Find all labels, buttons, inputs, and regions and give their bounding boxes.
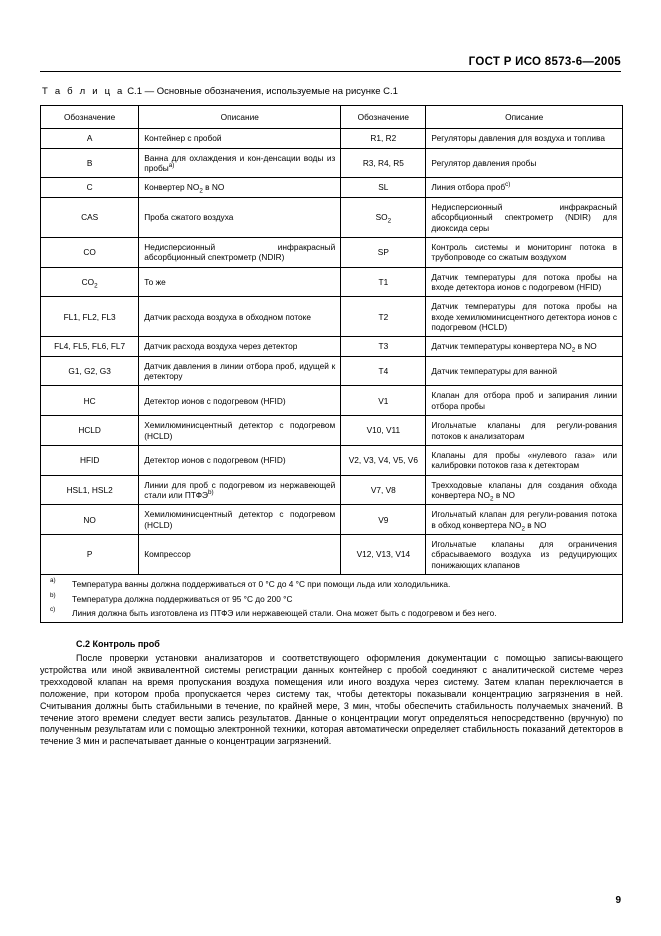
cell-description-2: Клапаны для пробы «нулевого газа» или калибровки потоков газа к детекторам [426,445,623,475]
cell-description-2: Клапан для отбора проб и запирания линии отбора пробы [426,386,623,416]
cell-code-2: SP [341,237,426,267]
table-row [41,148,623,178]
cell-code-2: R1, R2 [341,129,426,148]
table-note [46,579,617,589]
symbols-table [40,105,623,623]
cell-code-2: T1 [341,267,426,297]
cell-code-1: B [41,148,139,178]
table-notes-row [41,575,623,623]
section-title: С.2 Контроль проб [76,639,160,650]
cell-description-2: Регуляторы давления для воздуха и топлива [426,129,623,148]
note-mark: b) [50,591,56,599]
page-header [40,56,623,72]
standard-title: ГОСТ Р ИСО 8573-6—2005 [468,56,621,68]
cell-description-2: Игольчатые клапаны для ограничения сбрасываемого воздуха из редуцирующих понижающих клапанов [426,535,623,575]
cell-code-1: FL4, FL5, FL6, FL7 [41,337,139,356]
note-text: Температура должна поддерживаться от 95 °С до 200 °С [72,593,293,604]
note-text: Температура ванны должна поддерживаться от 0 °С до 4 °С при помощи льда или холодильника. [72,579,451,590]
cell-code-1: CAS [41,197,139,237]
cell-code-1: P [41,535,139,575]
cell-code-1: HFID [41,445,139,475]
cell-description-1: Линии для проб с подогревом из нержавеющей стали или ПТФЭ$^{b)}$ [139,475,341,505]
cell-description-2: Датчик температуры для потока пробы на входе детектора ионов с подогревом (HFID) [426,267,623,297]
cell-code-1: HSL1, HSL2 [41,475,139,505]
cell-code-1: G1, G2, G3 [41,356,139,386]
table-row [41,535,623,575]
cell-code-2: $SO_2$ [341,197,426,237]
cell-description-1: Компрессор [139,535,341,575]
table-row [41,297,623,337]
cell-code-2: V9 [341,505,426,535]
table-row [41,505,623,535]
cell-description-1: То же [139,267,341,297]
cell-description-1: Датчик давления в линии отбора проб, идущей к детектору [139,356,341,386]
column-header-desc-2: Описание [426,106,623,129]
table-row [41,337,623,356]
cell-description-2: Датчик температуры для ванной [426,356,623,386]
cell-description-2: Игольчатый клапан для регули-рования потока в обход конвертера $NO_2$ в NO [426,505,623,535]
table-row [41,129,623,148]
table-row [41,356,623,386]
cell-description-2: Контроль системы и мониторинг потока в трубопроводе со сжатым воздухом [426,237,623,267]
table-note [46,605,617,618]
cell-code-1: $CO_2$ [41,267,139,297]
table-row [41,237,623,267]
cell-description-2: Недисперсионный инфракрасный абсорбционный спектрометр (NDIR) для диоксида серы [426,197,623,237]
header-divider [40,71,621,72]
cell-code-1: CO [41,237,139,267]
cell-code-2: SL [341,178,426,197]
cell-code-2: V2, V3, V4, V5, V6 [341,445,426,475]
table-row [41,197,623,237]
note-text: Линия должна быть изготовлена из ПТФЭ или нержавеющей стали. Она может быть с подогревом и без него. [72,607,497,618]
table-row [41,386,623,416]
table-row [41,178,623,197]
cell-description-1: Проба сжатого воздуха [139,197,341,237]
cell-description-2: Игольчатые клапаны для регули-рования потоков к анализаторам [426,416,623,446]
cell-description-1: Детектор ионов с подогревом (HFID) [139,386,341,416]
column-header-desc-1: Описание [139,106,341,129]
table-notes [41,575,623,623]
column-header-code-1: Обозначение [41,106,139,129]
cell-code-2: V1 [341,386,426,416]
cell-description-1: Хемилюминисцентный детектор с подогревом (HCLD) [139,505,341,535]
table-caption-text: — Основные обозначения, используемые на рисунке С.1 [144,86,398,97]
note-mark: a) [50,577,56,585]
table-row [41,267,623,297]
cell-description-1: Контейнер с пробой [139,129,341,148]
cell-code-2: R3, R4, R5 [341,148,426,178]
section-paragraph: После проверки установки анализаторов и соответствующего оформления документации с помощью записы-вающего устройства или иной эквивалентной системы регистрации данных контейнер с пробой соединяют с аналитической системе через трехходовой клапан на время пропускания воздуха помещения или иного воздуха через систему. Затем клапан переключается в положение, при котором проба пропускается через систему так, чтобы детекторы показывали концентрацию загрязнения в ней. Считывания должны быть стабильными в течение, по крайней мере, 3 мин, чтобы обеспечить стабильность получаемых значений. В течение этого времени следует вести запись результатов. Данные о концентрации могут определяться непосредственно (вручную) по полученным результатам или с помощью электронной техники, которая автоматически определяет стабильность показаний детекторов в течение 3 мин и распечатывает данные о концентрации загрязнений. [40,653,623,747]
table-header-row [41,106,623,129]
cell-description-2: Регулятор давления пробы [426,148,623,178]
cell-description-2: Линия отбора проб$^{c)}$ [426,178,623,197]
table-caption-prefix: Т а б л и ц а [42,86,125,97]
cell-code-1: FL1, FL2, FL3 [41,297,139,337]
table-caption [40,86,623,97]
note-mark: c) [50,605,56,613]
cell-code-1: NO [41,505,139,535]
cell-description-2: Трехходовые клапаны для создания обхода конвертера $NO_2$ в NO [426,475,623,505]
page-number: 9 [615,895,621,906]
cell-code-2: V12, V13, V14 [341,535,426,575]
cell-code-2: T3 [341,337,426,356]
cell-code-2: T4 [341,356,426,386]
cell-code-1: HC [41,386,139,416]
cell-description-2: Датчик температуры для потока пробы на входе хемилюминисцентного детектора ионов с подогревом (HCLD) [426,297,623,337]
table-note [46,591,617,604]
cell-description-1: Ванна для охлаждения и кон-денсации воды из пробы$^{a)}$ [139,148,341,178]
cell-code-2: V7, V8 [341,475,426,505]
cell-code-1: A [41,129,139,148]
table-row [41,445,623,475]
cell-description-1: Хемилюминисцентный детектор с подогревом (HCLD) [139,416,341,446]
cell-description-1: Конвертер $NO_2$ в NO [139,178,341,197]
table-row [41,475,623,505]
cell-code-2: V10, V11 [341,416,426,446]
table-row [41,416,623,446]
cell-description-1: Датчик расхода воздуха в обходном потоке [139,297,341,337]
cell-description-1: Детектор ионов с подогревом (HFID) [139,445,341,475]
cell-description-1: Датчик расхода воздуха через детектор [139,337,341,356]
table-caption-number: С.1 [127,86,142,97]
column-header-code-2: Обозначение [341,106,426,129]
cell-description-2: Датчик температуры конвертера $NO_2$ в NO [426,337,623,356]
cell-code-2: T2 [341,297,426,337]
cell-code-1: HCLD [41,416,139,446]
cell-description-1: Недисперсионный инфракрасный абсорбционный спектрометр (NDIR) [139,237,341,267]
cell-code-1: C [41,178,139,197]
